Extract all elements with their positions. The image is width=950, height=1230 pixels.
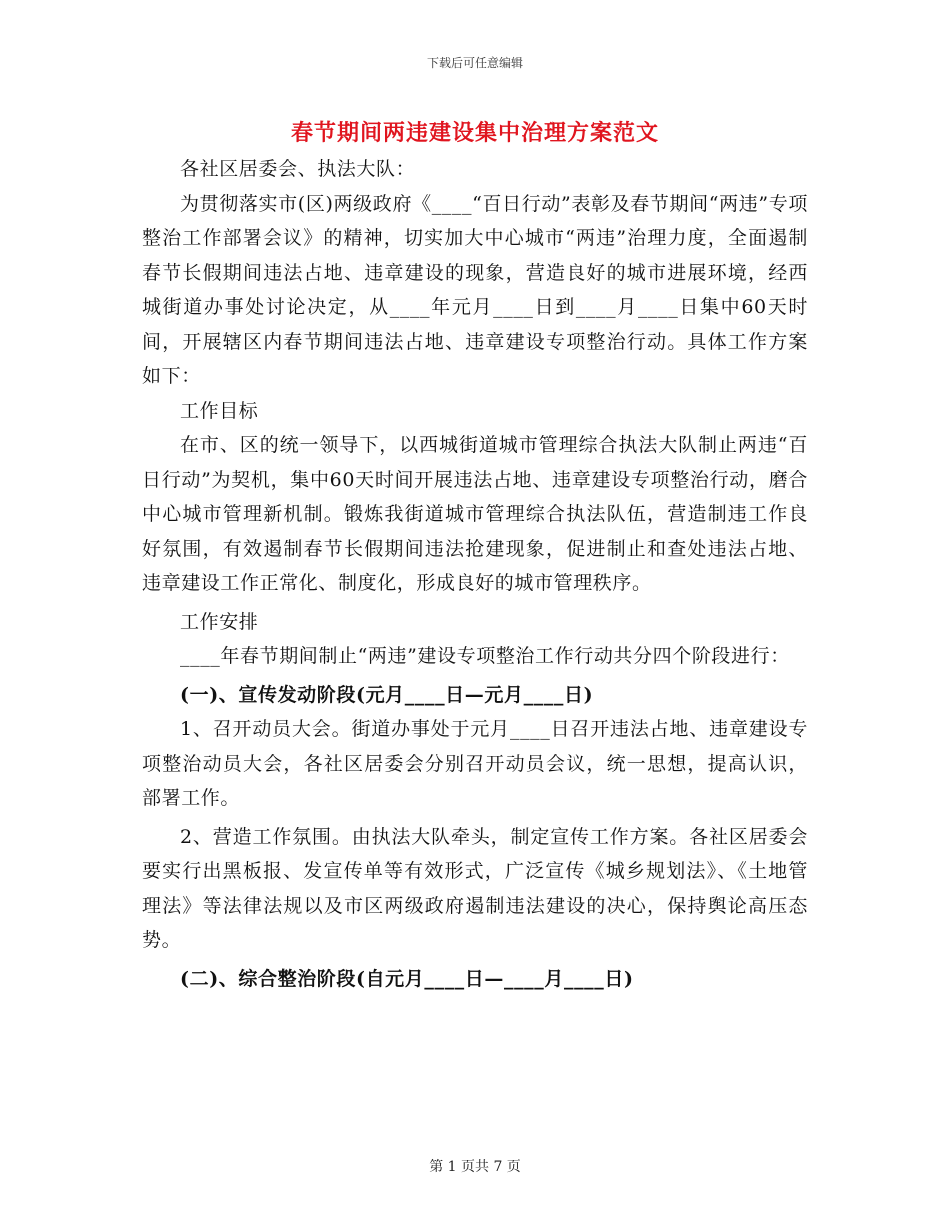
phase-one-item-2: 2、营造工作氛围。由执法大队牵头，制定宣传工作方案。各社区居委会要实行出黑板报、发宣传单等有效形式，广泛宣传《城乡规划法》、《土地管理法》等法律法规以及市区两级政府遏制违法建设的决心，保持舆论高压态势。	[142, 825, 808, 951]
document-title: 春节期间两违建设集中治理方案范文	[290, 120, 659, 146]
intro-paragraph: 为贯彻落实市(区)两级政府《____“百日行动”表彰及春节期间“两违”专项整治工作部署会议》的精神，切实加大中心城市“两违”治理力度，全面遏制春节长假期间违法占地、违章建设的现象，营造良好的城市进展环境，经西城街道办事处讨论决定，从____年元月____日到____月____日集中60天时间，开展辖区内春节期间违法占地、违章建设专项整治行动。具体工作方案如下：	[142, 192, 808, 387]
phase-one-item-1: 1、召开动员大会。街道办事处于元月____日召开违法占地、违章建设专项整治动员大会，各社区居委会分别召开动员会议，统一思想，提高认识，部署工作。	[142, 718, 808, 809]
phase-one-heading: (一)、宣传发动阶段(元月____日—元月____日)	[180, 683, 594, 706]
header-note: 下载后可任意编辑	[426, 56, 523, 70]
salutation: 各社区居委会、执法大队：	[180, 158, 416, 180]
document-body	[142, 152, 808, 996]
arrangement-paragraph: ____年春节期间制止“两违”建设专项整治工作行动共分四个阶段进行：	[180, 645, 790, 667]
page-footer: 第 1 页共 7 页	[429, 1159, 521, 1175]
phase-two-heading: (二)、综合整治阶段(自元月____日—____月____日)	[180, 967, 634, 990]
section-heading-goal: 工作目标	[180, 399, 259, 422]
section-heading-arrangement: 工作安排	[180, 610, 259, 633]
goal-paragraph: 在市、区的统一领导下，以西城街道城市管理综合执法大队制止两违“百日行动”为契机，集中60天时间开展违法占地、违章建设专项整治行动，磨合中心城市管理新机制。锻炼我街道城市管理综合执法队伍，营造制违工作良好氛围，有效遏制春节长假期间违法抢建现象，促进制止和查处违法占地、违章建设工作正常化、制度化，形成良好的城市管理秩序。	[142, 434, 808, 594]
